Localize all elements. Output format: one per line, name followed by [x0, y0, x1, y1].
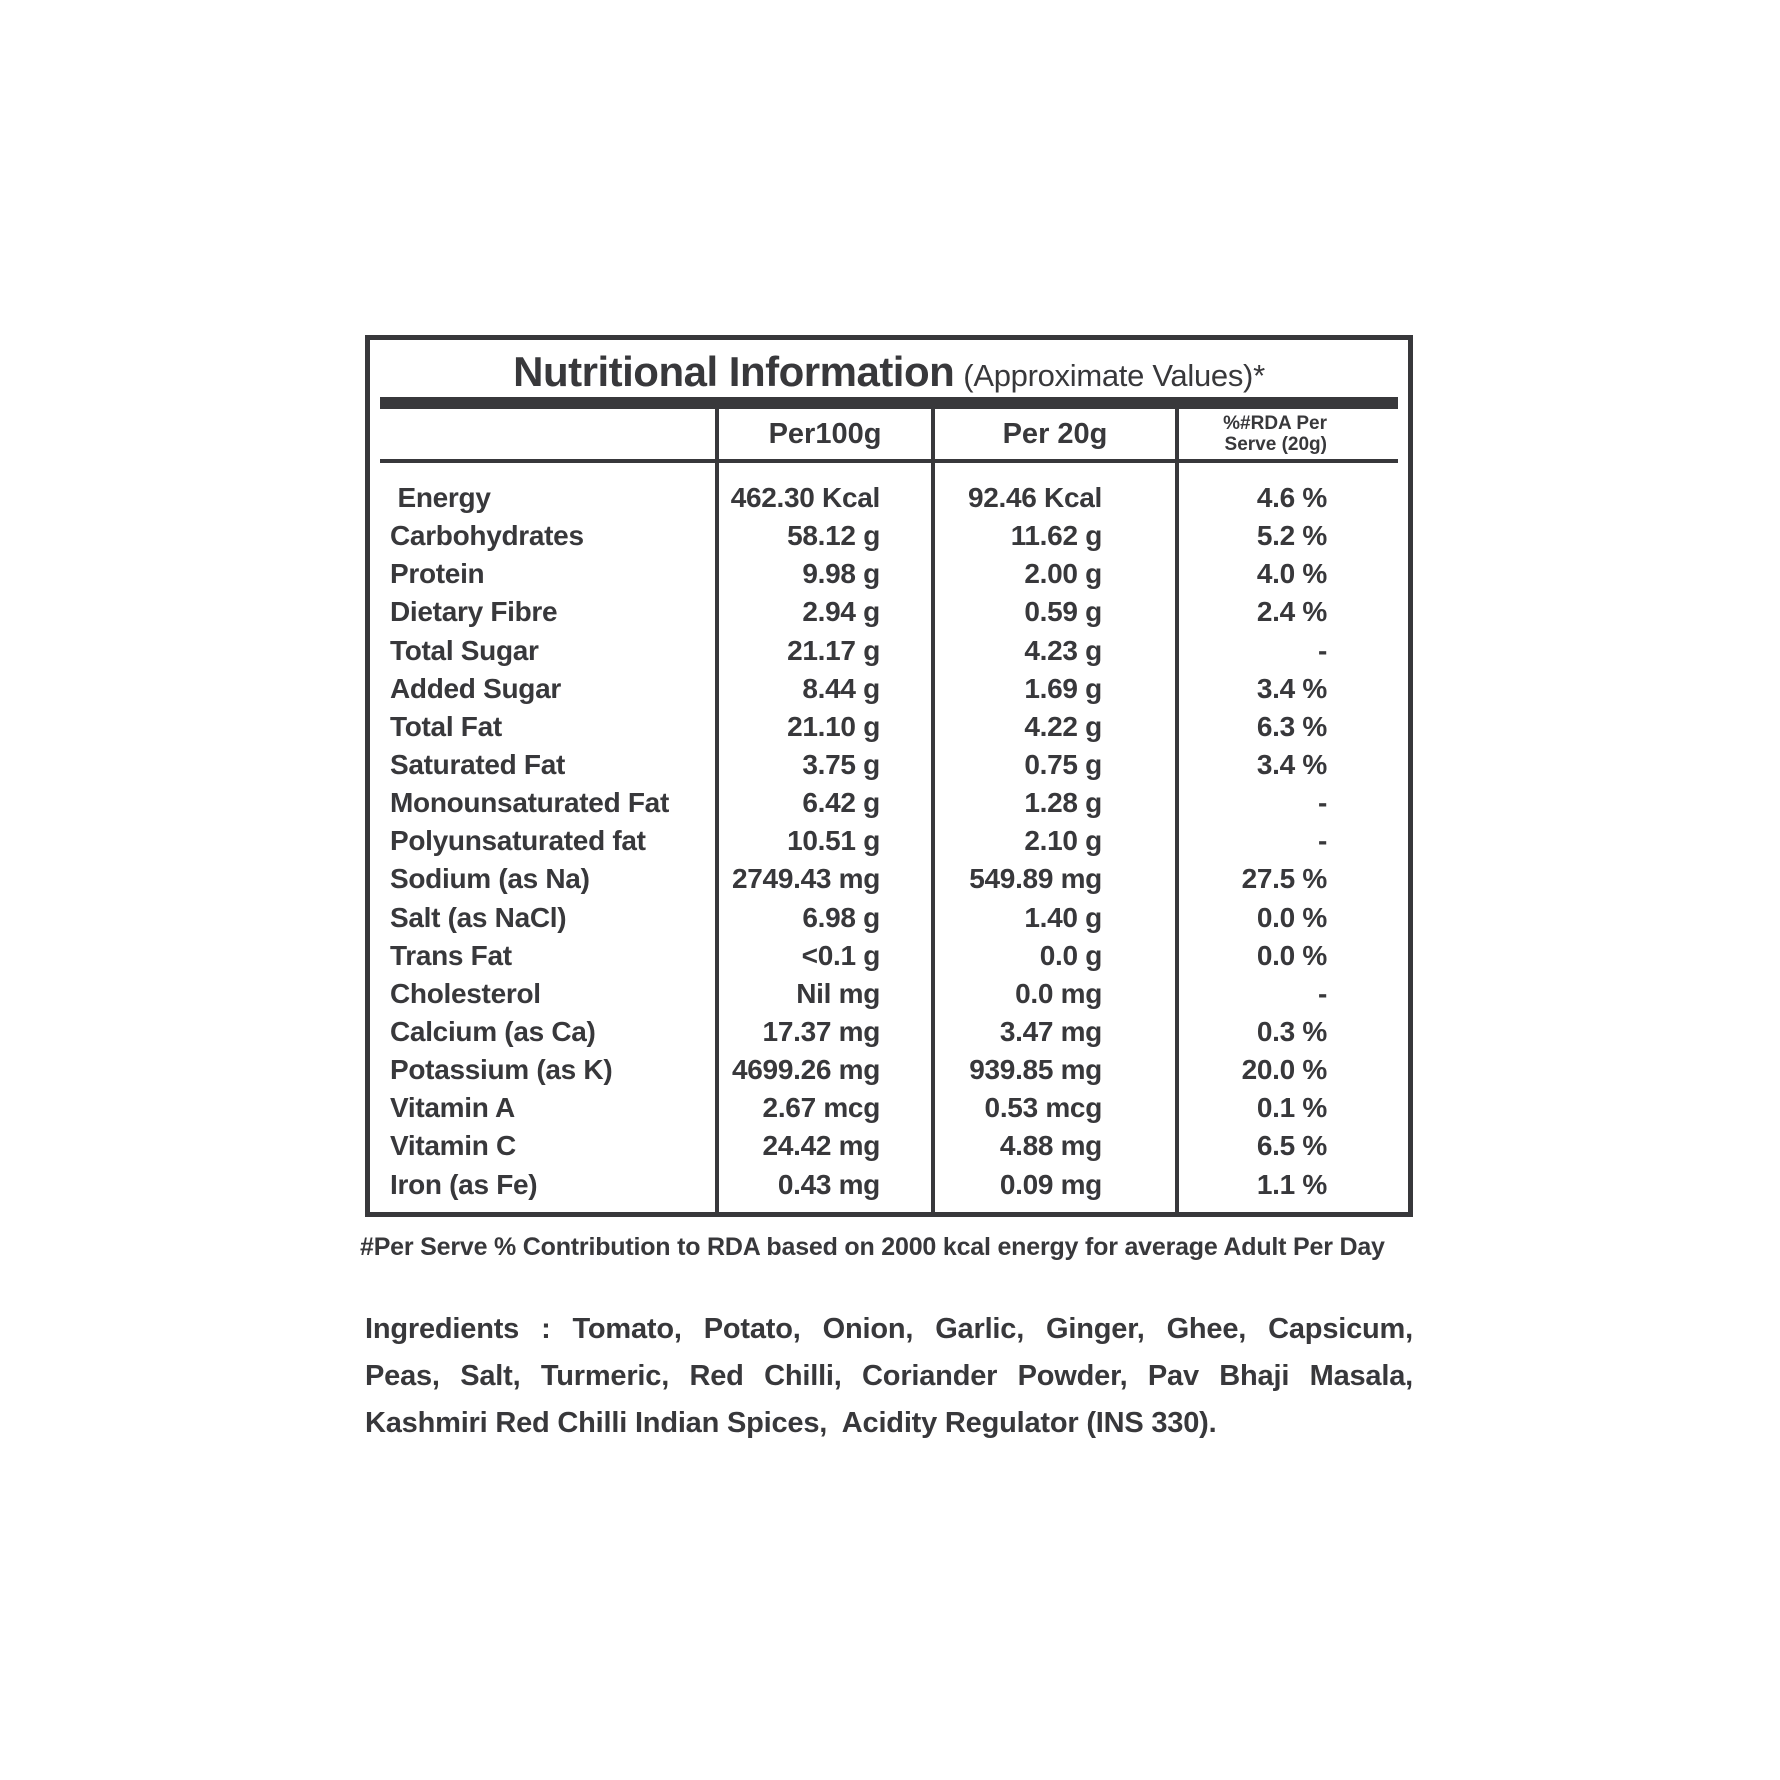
nutrient-label: Calcium (as Ca): [390, 1016, 596, 1048]
nutrient-label: Carbohydrates: [390, 520, 584, 552]
ingredient-line: Peas, Salt, Turmeric, Red Chilli, Coriander Powder, Pav Bhaji Masala,: [365, 1360, 1413, 1392]
per100g-value: 0.43 mg: [715, 1166, 931, 1204]
per100g-value: <0.1 g: [715, 937, 931, 975]
title-main: Nutritional Information: [513, 348, 955, 395]
rda-value: 5.2 %: [1175, 517, 1408, 555]
nutrient-label: Potassium (as K): [390, 1054, 613, 1086]
per20g-value: 0.0 mg: [931, 975, 1175, 1013]
nutrient-label: Vitamin C: [390, 1130, 516, 1162]
per100g-value: 21.10 g: [715, 708, 931, 746]
ingredient-line: Kashmiri Red Chilli Indian Spices, Acidity Regulator (INS 330).: [365, 1407, 1217, 1439]
nutrient-label: Monounsaturated Fat: [390, 787, 669, 819]
rda-footnote: #Per Serve % Contribution to RDA based on 2000 kcal energy for average Adult Per Day: [360, 1233, 1385, 1261]
header-rda: [1175, 409, 1408, 459]
per100g-value: 4699.26 mg: [715, 1051, 931, 1089]
per20g-value: 2.00 g: [931, 555, 1175, 593]
nutrient-label: Protein: [390, 558, 485, 590]
rda-value: -: [1175, 784, 1408, 822]
rda-value: 3.4 %: [1175, 670, 1408, 708]
nutrient-label: Dietary Fibre: [390, 596, 558, 628]
per100g-value: 2.67 mcg: [715, 1089, 931, 1127]
per100g-value: 2.94 g: [715, 593, 931, 631]
filler-row: [370, 1204, 1408, 1212]
per20g-value: 0.09 mg: [931, 1166, 1175, 1204]
per100g-value: 6.98 g: [715, 899, 931, 937]
table-row: [370, 746, 1408, 784]
header-per20g: Per 20g: [931, 409, 1175, 459]
table-row: [370, 1127, 1408, 1165]
table-row: [370, 860, 1408, 898]
nutrient-label: Sodium (as Na): [390, 863, 590, 895]
per20g-value: 4.22 g: [931, 708, 1175, 746]
table-row: [370, 670, 1408, 708]
table-body: [370, 463, 1408, 1212]
spacer-row: [370, 463, 1408, 479]
per100g-value: 6.42 g: [715, 784, 931, 822]
rda-value: 1.1 %: [1175, 1166, 1408, 1204]
table-row: [370, 975, 1408, 1013]
per20g-value: 1.28 g: [931, 784, 1175, 822]
rda-value: -: [1175, 632, 1408, 670]
rda-value: 6.3 %: [1175, 708, 1408, 746]
nutrient-label: Vitamin A: [390, 1092, 515, 1124]
nutrient-label: Cholesterol: [390, 977, 541, 1009]
rda-value: 4.6 %: [1175, 479, 1408, 517]
per20g-value: 1.69 g: [931, 670, 1175, 708]
table-row: [370, 784, 1408, 822]
header-rda-line2: Serve (20g): [1224, 434, 1327, 455]
table-row: [370, 593, 1408, 631]
header-per100g: Per100g: [715, 409, 931, 459]
ingredients-paragraph: [365, 1306, 1413, 1447]
rda-value: 6.5 %: [1175, 1127, 1408, 1165]
rda-value: 0.0 %: [1175, 937, 1408, 975]
per20g-value: 939.85 mg: [931, 1051, 1175, 1089]
per100g-value: 2749.43 mg: [715, 860, 931, 898]
header-row: [370, 409, 1408, 459]
per100g-value: Nil mg: [715, 975, 931, 1013]
per20g-value: 4.23 g: [931, 632, 1175, 670]
per20g-value: 1.40 g: [931, 899, 1175, 937]
table-row: [370, 555, 1408, 593]
rda-value: 3.4 %: [1175, 746, 1408, 784]
per100g-value: 17.37 mg: [715, 1013, 931, 1051]
per100g-value: 8.44 g: [715, 670, 931, 708]
per20g-value: 0.59 g: [931, 593, 1175, 631]
per20g-value: 11.62 g: [931, 517, 1175, 555]
per20g-value: 0.0 g: [931, 937, 1175, 975]
per100g-value: 10.51 g: [715, 822, 931, 860]
per20g-value: 549.89 mg: [931, 860, 1175, 898]
table-row: [370, 822, 1408, 860]
nutrient-label: Trans Fat: [390, 939, 512, 971]
rda-value: 0.0 %: [1175, 899, 1408, 937]
rda-value: 27.5 %: [1175, 860, 1408, 898]
per100g-value: 58.12 g: [715, 517, 931, 555]
table-row: [370, 1166, 1408, 1204]
table-row: [370, 708, 1408, 746]
per100g-value: 462.30 Kcal: [715, 479, 931, 517]
nutrient-label: Polyunsaturated fat: [390, 825, 646, 857]
ingredient-line: Ingredients : Tomato, Potato, Onion, Garlic, Ginger, Ghee, Capsicum,: [365, 1313, 1413, 1345]
rda-value: 20.0 %: [1175, 1051, 1408, 1089]
per20g-value: 0.75 g: [931, 746, 1175, 784]
nutrient-label: Total Sugar: [390, 634, 539, 666]
nutrient-label: Salt (as NaCl): [390, 901, 567, 933]
per20g-value: 3.47 mg: [931, 1013, 1175, 1051]
table-row: [370, 479, 1408, 517]
nutrition-table: [365, 335, 1413, 1217]
nutrient-label: Iron (as Fe): [390, 1168, 538, 1200]
table-row: [370, 937, 1408, 975]
per20g-value: 92.46 Kcal: [931, 479, 1175, 517]
rda-value: 0.1 %: [1175, 1089, 1408, 1127]
nutrient-label: Energy: [390, 482, 491, 514]
rda-value: 0.3 %: [1175, 1013, 1408, 1051]
per100g-value: 3.75 g: [715, 746, 931, 784]
per20g-value: 0.53 mcg: [931, 1089, 1175, 1127]
rda-value: 4.0 %: [1175, 555, 1408, 593]
table-row: [370, 632, 1408, 670]
thick-divider: [380, 397, 1398, 409]
title-approx-values: (Approximate Values)*: [963, 358, 1265, 393]
table-row: [370, 899, 1408, 937]
nutrient-label: Total Fat: [390, 710, 502, 742]
per100g-value: 9.98 g: [715, 555, 931, 593]
per100g-value: 24.42 mg: [715, 1127, 931, 1165]
nutrient-label: Saturated Fat: [390, 749, 566, 781]
table-title: [370, 340, 1408, 393]
per20g-value: 4.88 mg: [931, 1127, 1175, 1165]
table-row: [370, 1051, 1408, 1089]
table-row: [370, 517, 1408, 555]
table-row: [370, 1089, 1408, 1127]
nutrient-label: Added Sugar: [390, 672, 561, 704]
rda-value: -: [1175, 975, 1408, 1013]
rda-value: 2.4 %: [1175, 593, 1408, 631]
per20g-value: 2.10 g: [931, 822, 1175, 860]
header-rda-line1: %#RDA Per: [1223, 413, 1327, 434]
header-empty-cell: [370, 409, 715, 459]
table-row: [370, 1013, 1408, 1051]
per100g-value: 21.17 g: [715, 632, 931, 670]
rda-value: -: [1175, 822, 1408, 860]
